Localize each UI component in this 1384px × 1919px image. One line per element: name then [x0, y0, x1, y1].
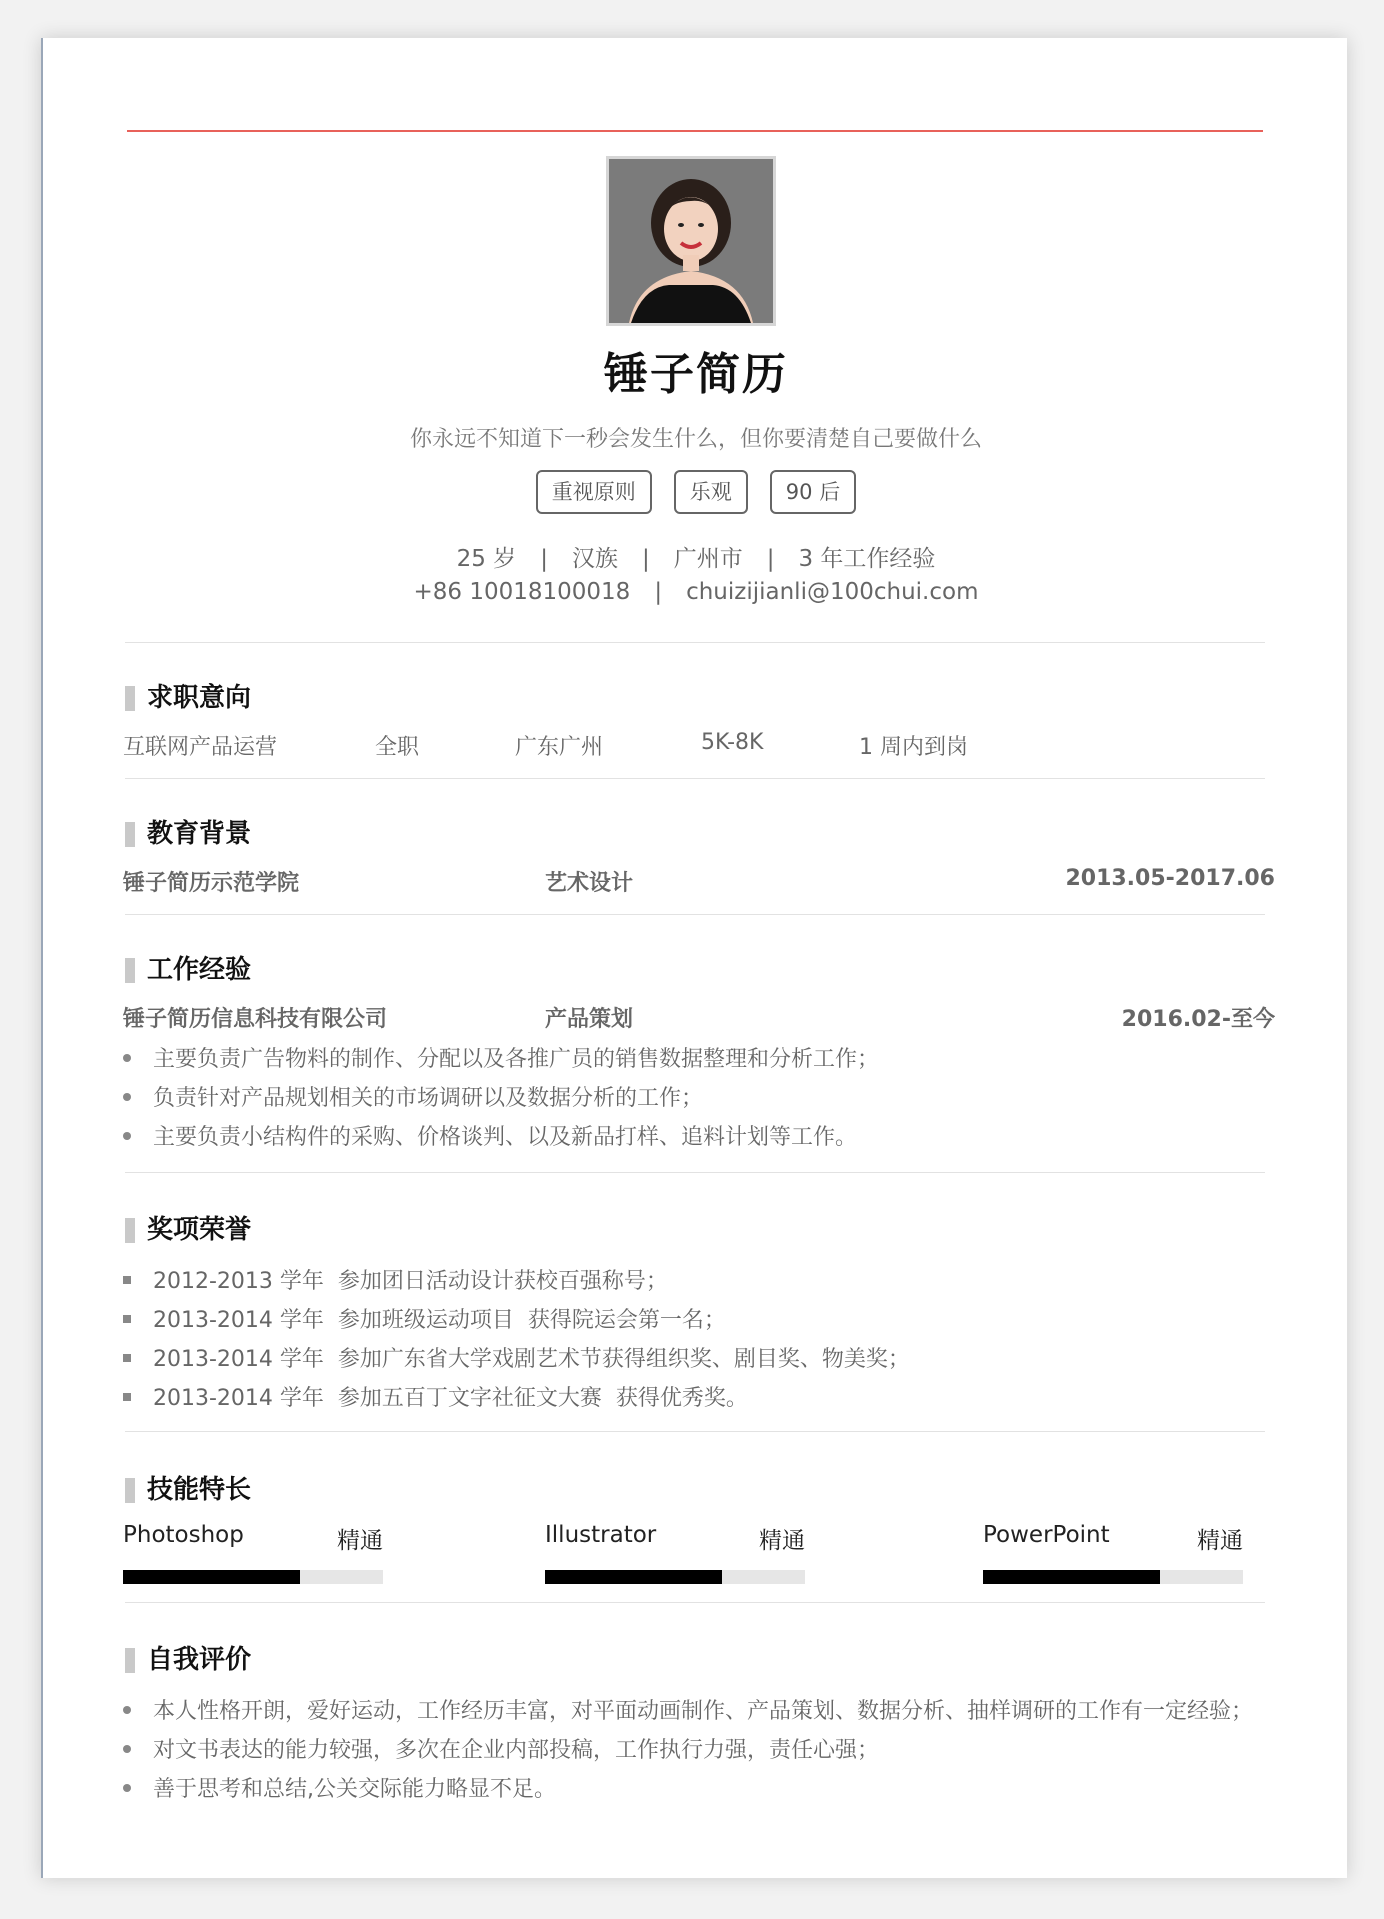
divider: [125, 1172, 1265, 1173]
self-eval-text: 对文书表达的能力较强，多次在企业内部投稿，工作执行力强，责任心强；: [153, 1738, 880, 1763]
list-item: [123, 1381, 748, 1412]
list-item: [123, 1042, 879, 1073]
work-role: 产品策划: [545, 1007, 634, 1032]
divider: [125, 1431, 1265, 1432]
award-text: 2013-2014 学年 参加五百丁文字社征文大赛 获得优秀奖。: [153, 1386, 748, 1411]
city: 广州市: [673, 546, 743, 572]
page-title: 锤子简历: [604, 349, 788, 400]
company-name: 锤子简历信息科技有限公司: [123, 1007, 388, 1032]
job-location: 广东广州: [515, 735, 604, 760]
bullet-icon: [123, 1276, 131, 1284]
separator: |: [766, 546, 775, 572]
section-title-self-evaluation: 自我评价: [125, 1644, 251, 1676]
bullet-icon: [123, 1132, 131, 1140]
work-header-row: [123, 1002, 1275, 1032]
phone: +86 10018100018: [413, 579, 631, 605]
separator: |: [654, 579, 663, 605]
section-title-work: 工作经验: [125, 954, 251, 986]
skill-level: 精通: [1197, 1528, 1243, 1554]
motto: 你永远不知道下一秒会发生什么，但你要清楚自己要做什么: [409, 427, 982, 452]
ethnicity: 汉族: [571, 546, 618, 572]
skill-bar-fill: [983, 1570, 1160, 1584]
list-item: [123, 1342, 910, 1373]
tag: 90 后: [770, 470, 856, 514]
separator: |: [540, 546, 548, 572]
tag: 重视原则: [536, 470, 652, 514]
self-eval-text: 善于思考和总结,公关交际能力略显不足。: [153, 1777, 556, 1802]
award-text: 2012-2013 学年 参加团日活动设计获校百强称号；: [153, 1269, 668, 1294]
list-item: [123, 1694, 1253, 1725]
education-period: 2013.05-2017.06: [1065, 866, 1275, 891]
experience-years: 3 年工作经验: [798, 546, 936, 572]
section-title-awards: 奖项荣誉: [125, 1214, 251, 1246]
duty-text: 主要负责广告物料的制作、分配以及各推广员的销售数据整理和分析工作；: [153, 1047, 880, 1072]
tag: 乐观: [674, 470, 748, 514]
list-item: [123, 1120, 857, 1151]
list-item: [123, 1264, 668, 1295]
skill-name: Illustrator: [545, 1522, 657, 1548]
list-item: [123, 1081, 703, 1112]
duty-text: 负责针对产品规划相关的市场调研以及数据分析的工作；: [153, 1086, 704, 1111]
list-item: [123, 1733, 879, 1764]
resume-page: [41, 38, 1347, 1878]
contact-info-line: [43, 579, 1349, 605]
skill-bar-track: [545, 1570, 805, 1584]
skill-level: 精通: [759, 1528, 805, 1554]
duty-text: 主要负责小结构件的采购、价格谈判、以及新品打样、追料计划等工作。: [153, 1125, 858, 1150]
bullet-icon: [123, 1784, 131, 1792]
work-period: 2016.02-至今: [1121, 1007, 1275, 1032]
job-availability: 1 周内到岗: [859, 735, 968, 760]
divider: [125, 1602, 1265, 1603]
bullet-icon: [123, 1093, 131, 1101]
job-type: 全职: [375, 735, 420, 760]
divider: [125, 778, 1265, 779]
self-eval-text: 本人性格开朗，爱好运动，工作经历丰富，对平面动画制作、产品策划、数据分析、抽样调研的工作有一定经验；: [153, 1699, 1254, 1724]
section-title-education: 教育背景: [125, 818, 251, 850]
school-name: 锤子简历示范学院: [123, 871, 300, 896]
award-text: 2013-2014 学年 参加班级运动项目 获得院运会第一名；: [153, 1308, 726, 1333]
bullet-icon: [123, 1315, 131, 1323]
bullet-icon: [123, 1706, 131, 1714]
skill-bar-fill: [123, 1570, 300, 1584]
bullet-icon: [123, 1393, 131, 1401]
skill-level: 精通: [337, 1528, 383, 1554]
top-accent-rule: [127, 130, 1263, 132]
age: 25 岁: [456, 546, 517, 572]
divider: [125, 914, 1265, 915]
bullet-icon: [123, 1354, 131, 1362]
skill-bar-fill: [545, 1570, 722, 1584]
personal-tags: [43, 470, 1349, 514]
skill-bar-track: [123, 1570, 383, 1584]
list-item: [123, 1772, 556, 1803]
skill-item: [545, 1522, 805, 1586]
job-salary: 5K-8K: [701, 730, 764, 755]
job-position: 互联网产品运营: [123, 735, 278, 760]
section-title-job-intent: 求职意向: [125, 682, 251, 714]
job-intent-row: [123, 730, 1275, 760]
bullet-icon: [123, 1054, 131, 1062]
portrait-photo-icon: [609, 159, 773, 323]
divider: [125, 642, 1265, 643]
list-item: [123, 1303, 726, 1334]
skill-name: Photoshop: [123, 1522, 244, 1548]
skill-item: [123, 1522, 383, 1586]
skill-bar-track: [983, 1570, 1243, 1584]
skill-item: [983, 1522, 1243, 1586]
email: chuizijianli@100chui.com: [686, 579, 979, 605]
award-text: 2013-2014 学年 参加广东省大学戏剧艺术节获得组织奖、剧目奖、物美奖；: [153, 1347, 910, 1372]
section-title-skills: 技能特长: [125, 1474, 251, 1506]
separator: |: [641, 546, 650, 572]
major: 艺术设计: [545, 871, 634, 896]
bullet-icon: [123, 1745, 131, 1753]
avatar: [606, 156, 776, 326]
basic-info-line: [43, 540, 1349, 573]
education-row: [123, 866, 1275, 896]
skill-name: PowerPoint: [983, 1522, 1110, 1548]
